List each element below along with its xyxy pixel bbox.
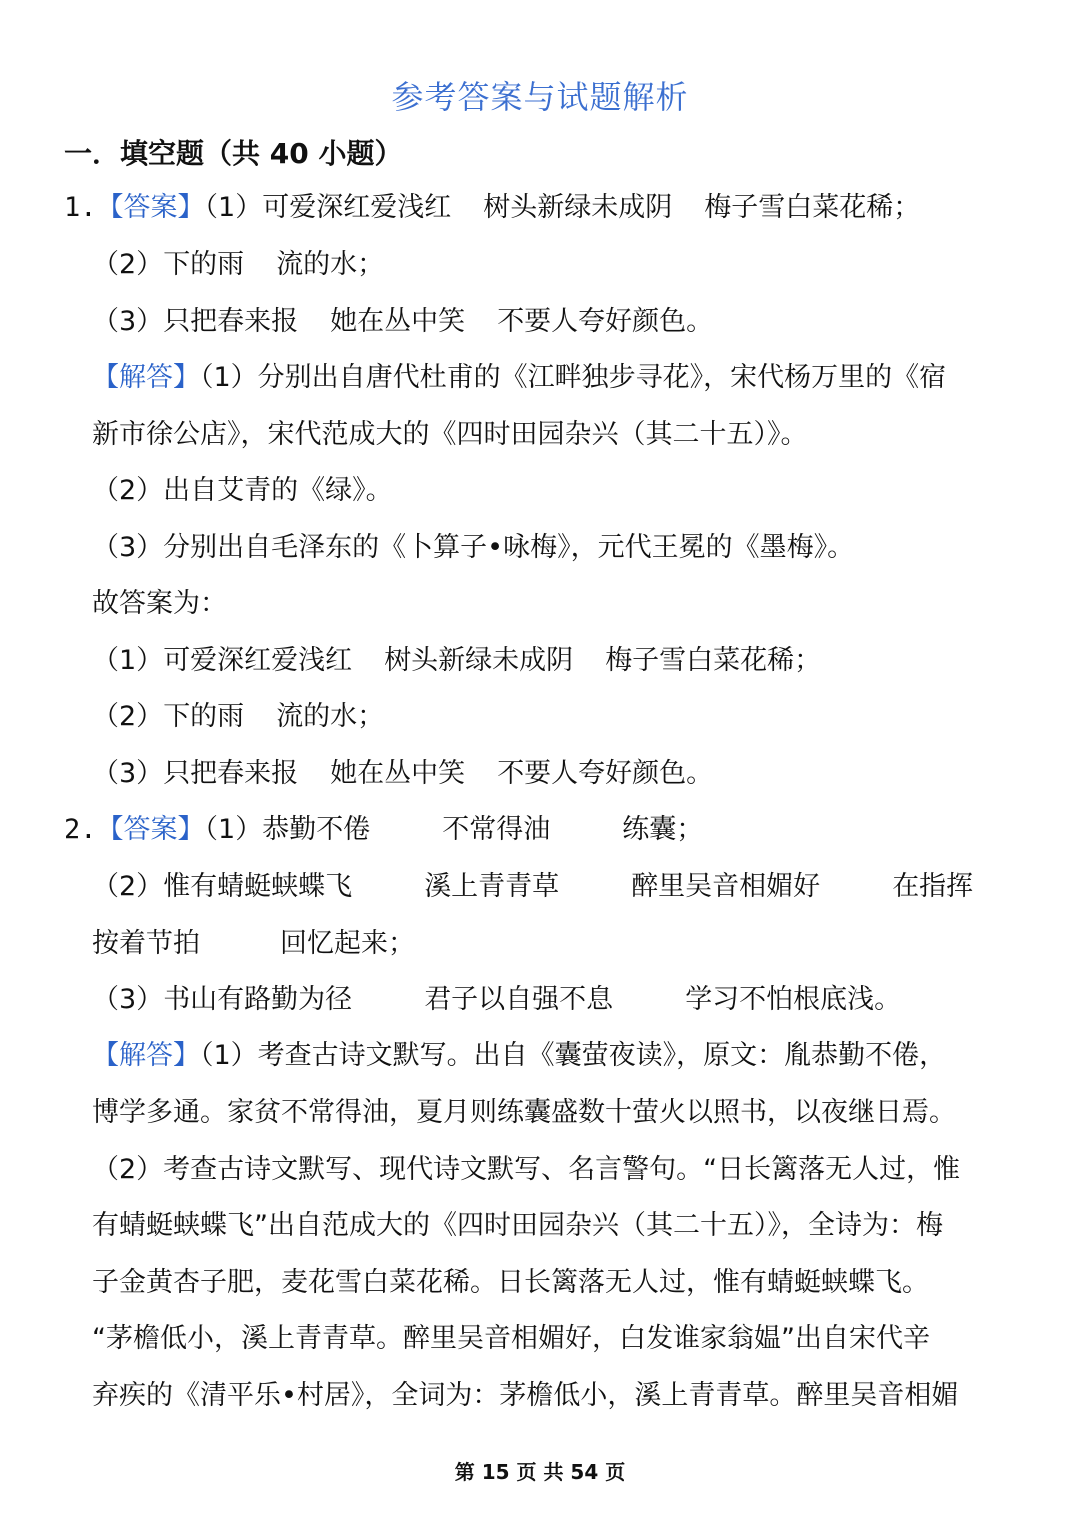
q1-a3-part2: 她在丛中笑 — [330, 306, 466, 337]
q1-r1-part3: 梅子雪白菜花稀； — [605, 645, 822, 676]
q1-a3-part3: 不要人夸好颜色。 — [497, 306, 714, 337]
q1-answer-line-2 — [92, 245, 384, 285]
q2-a1-part3: 练囊； — [622, 814, 704, 845]
q2-answer-line-1 — [64, 810, 703, 850]
q1-a1-prefix: （1） — [204, 192, 263, 223]
q2-analysis-2d: “茅檐低小，溪上青青草。醉里吴音相媚好，白发谁家翁媪”出自宋代辛 — [92, 1323, 930, 1354]
q1-analysis-2: （2）出自艾青的《绿》。 — [92, 475, 393, 506]
q2-number: 2. — [64, 814, 97, 845]
q2-a2-part6: 回忆起来； — [280, 928, 415, 959]
q1-number: 1. — [64, 192, 97, 223]
q2-a1-prefix: （1） — [204, 814, 263, 845]
q1-r3-part3: 不要人夸好颜色。 — [497, 758, 714, 789]
q2-a3-part1: 书山有路勤为径 — [163, 984, 353, 1015]
q1-r3-prefix: （3） — [92, 758, 164, 789]
q2-a2-part5: 按着节拍 — [92, 928, 200, 959]
q1-answer-tag: 【答案】 — [96, 192, 205, 223]
q1-answer-line-1 — [64, 188, 920, 228]
q2-a2-part2: 溪上青青草 — [424, 871, 560, 902]
q1-r2-part1: 下的雨 — [163, 701, 245, 732]
q2-analysis-line-1 — [92, 1036, 946, 1076]
q1-r1-part2: 树头新绿未成阴 — [384, 645, 574, 676]
q2-analysis-2a: （2）考查古诗文默写、现代诗文默写、名言警句。“日长篱落无人过，惟 — [92, 1154, 961, 1185]
q2-a2-part1: 惟有蜻蜓蛱蝶飞 — [163, 871, 353, 902]
q2-analysis-2c: 子金黄杏子肥，麦花雪白菜花稀。日长篱落无人过，惟有蜻蜓蛱蝶飞。 — [92, 1267, 929, 1298]
page-title: 参考答案与试题解析 — [391, 78, 689, 116]
q2-a3-prefix: （3） — [92, 984, 164, 1015]
q2-answer-line-2 — [92, 867, 973, 907]
q1-analysis-3: （3）分别出自毛泽东的《卜算子•咏梅》，元代王冕的《墨梅》。 — [92, 532, 855, 563]
section-heading: 一．填空题（共 40 小题） — [64, 137, 403, 170]
q1-a2-part1: 下的雨 — [163, 249, 245, 280]
q1-recap-line-1 — [92, 641, 821, 681]
q2-analysis-2b: 有蜻蜓蛱蝶飞”出自范成大的《四时田园杂兴（其二十五）》，全诗为：梅 — [92, 1210, 943, 1241]
q1-answer-line-3 — [92, 302, 713, 342]
q1-analysis-line-1 — [92, 358, 946, 398]
q2-a2-part4: 在指挥 — [892, 871, 974, 902]
q2-analysis-1a: （1）考查古诗文默写。出自《囊萤夜读》，原文：胤恭勤不倦， — [200, 1040, 947, 1071]
q1-a1-part1: 可爱深红爱浅红 — [262, 192, 452, 223]
q2-a3-part2: 君子以自强不息 — [424, 984, 614, 1015]
q1-analysis-1a: （1）分别出自唐代杜甫的《江畔独步寻花》，宋代杨万里的《宿 — [200, 362, 947, 393]
q1-a3-part1: 只把春来报 — [163, 306, 299, 337]
q2-a3-part3: 学习不怕根底浅。 — [685, 984, 902, 1015]
q1-a3-prefix: （3） — [92, 306, 164, 337]
q2-a2-part3: 醉里吴音相媚好 — [631, 871, 821, 902]
q1-recap-line-3 — [92, 754, 713, 794]
q1-r2-part2: 流的水； — [276, 701, 385, 732]
q2-analysis-1b: 博学多通。家贫不常得油，夏月则练囊盛数十萤火以照书，以夜继日焉。 — [92, 1097, 956, 1128]
q1-a2-prefix: （2） — [92, 249, 164, 280]
q2-analysis-2e: 弃疾的《清平乐•村居》，全词为：茅檐低小，溪上青青草。醉里吴音相媚 — [92, 1380, 959, 1411]
q1-analysis-tag: 【解答】 — [92, 362, 200, 393]
q1-a1-part2: 树头新绿未成阴 — [483, 192, 673, 223]
q1-a1-part3: 梅子雪白菜花稀； — [704, 192, 921, 223]
q1-recap-line-2 — [92, 697, 384, 737]
page-footer: 第 15 页 共 54 页 — [454, 1460, 626, 1484]
q2-a1-part2: 不常得油 — [442, 814, 551, 845]
q1-r3-part2: 她在丛中笑 — [330, 758, 466, 789]
q1-analysis-1b: 新市徐公店》，宋代范成大的《四时田园杂兴（其二十五）》。 — [92, 419, 808, 450]
q2-analysis-tag: 【解答】 — [92, 1040, 200, 1071]
q1-r3-part1: 只把春来报 — [163, 758, 299, 789]
q1-r1-prefix: （1） — [92, 645, 164, 676]
q2-answer-tag: 【答案】 — [96, 814, 205, 845]
q1-so-answer: 故答案为： — [92, 588, 227, 619]
q1-a2-part2: 流的水； — [276, 249, 385, 280]
q2-a1-part1: 恭勤不倦 — [262, 814, 371, 845]
q1-r1-part1: 可爱深红爱浅红 — [163, 645, 353, 676]
q1-r2-prefix: （2） — [92, 701, 164, 732]
q2-answer-line-4 — [92, 980, 901, 1020]
q2-a2-prefix: （2） — [92, 871, 164, 902]
q2-answer-line-3 — [92, 924, 415, 964]
